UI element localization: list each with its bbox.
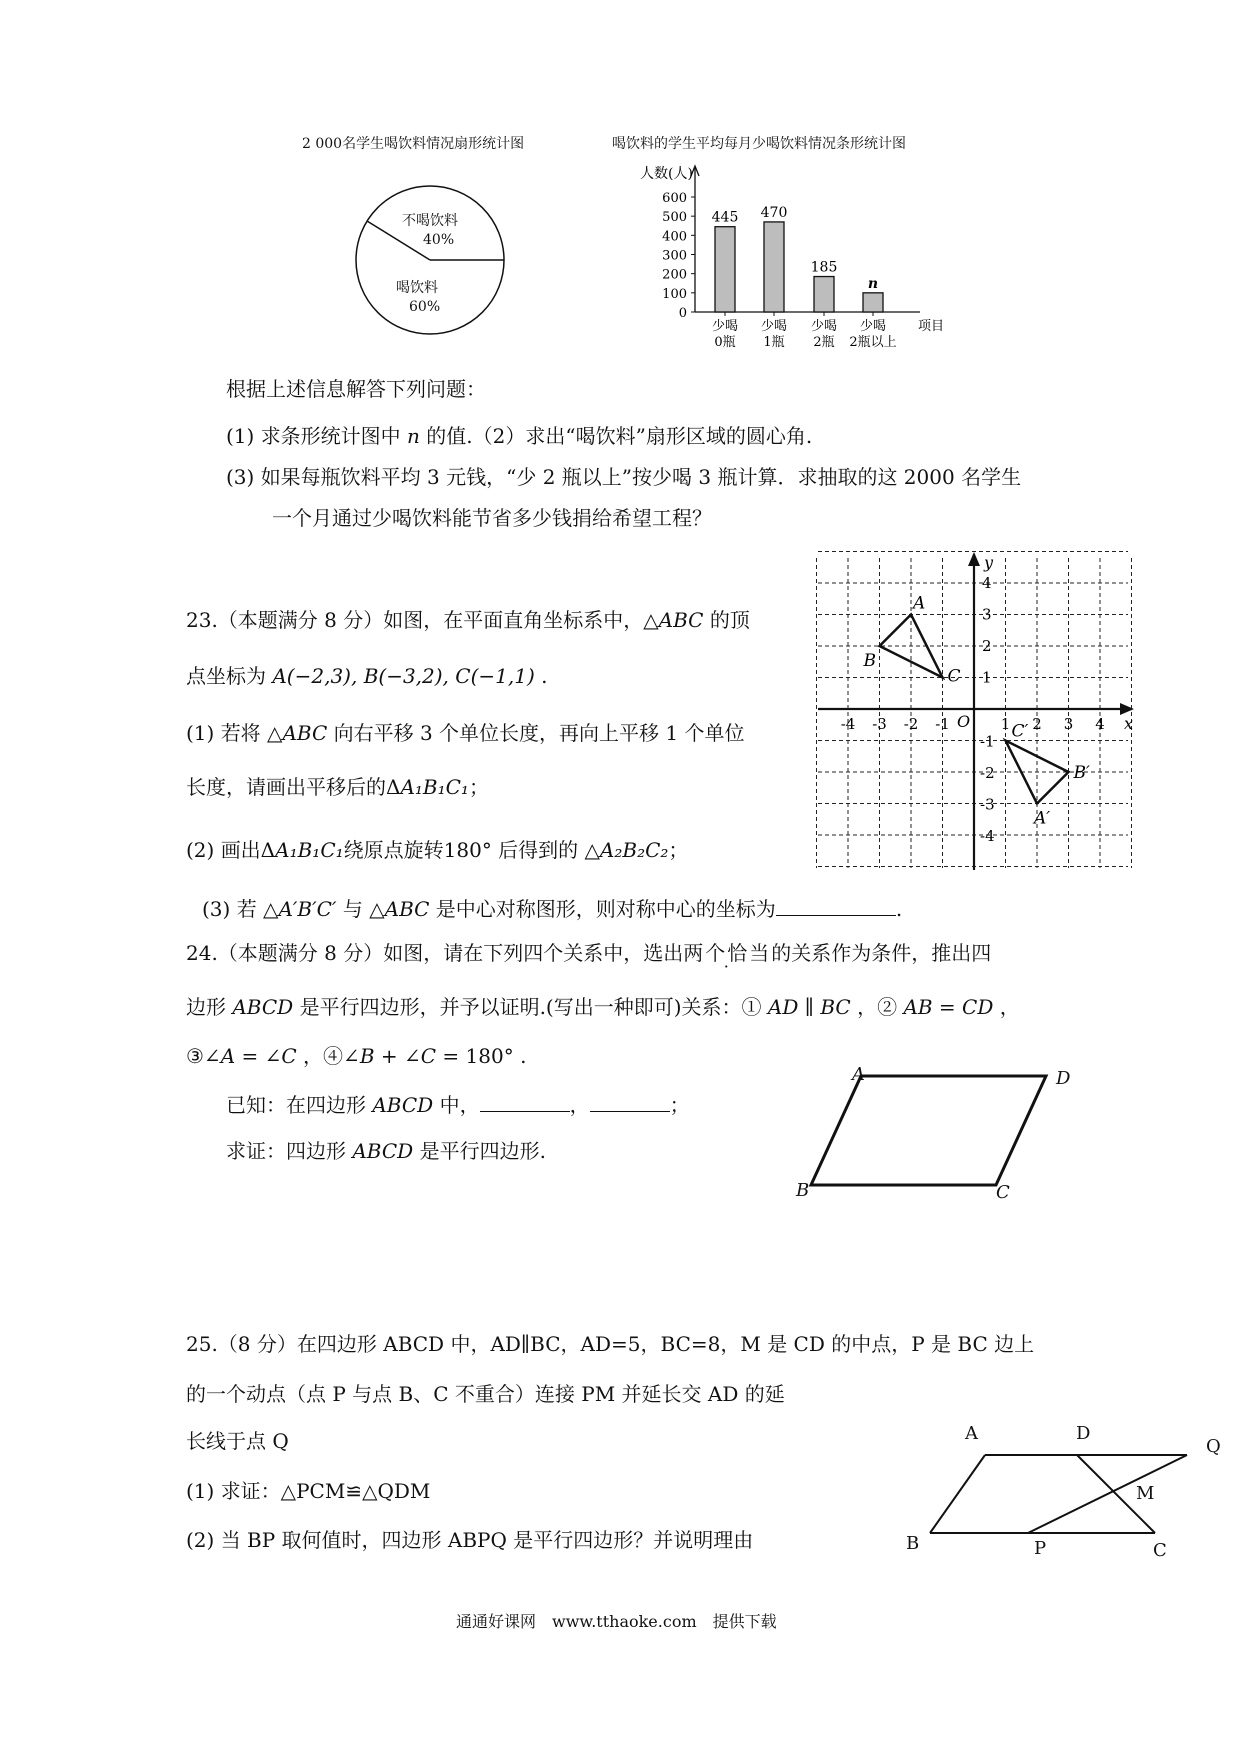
page-footer: 通通好课网 www.tthaoke.com 提供下载 (456, 1612, 777, 1631)
q25-label-b: B (906, 1533, 920, 1554)
x-tick-label: 4 (1095, 715, 1105, 733)
pie-label-drink: 喝饮料 (396, 280, 438, 296)
q25-label-q: Q (1206, 1436, 1221, 1457)
bar-category-label: 少喝 (711, 319, 739, 334)
q24-label-d: D (1056, 1068, 1071, 1089)
pie-chart-title: 2 000名学生喝饮料情况扇形统计图 (302, 136, 525, 152)
bar-y-tick-label: 400 (662, 229, 687, 245)
bar-y-tick-label: 100 (662, 286, 687, 302)
bar-chart-title: 喝饮料的学生平均每月少喝饮料情况条形统计图 (612, 136, 906, 152)
bar-value-label: 185 (810, 259, 838, 276)
x-axis-label: x (1124, 714, 1134, 733)
x-tick-label: -4 (840, 715, 856, 733)
q23-part2: (2) 画出ΔA₁B₁C₁绕原点旋转180° 后得到的 △A₂B₂C₂； (186, 838, 689, 862)
y-tick-label: -2 (980, 764, 995, 782)
bar-y-tick-label: 300 (662, 248, 687, 264)
x-tick-label: 2 (1032, 715, 1042, 733)
condition-blank-2[interactable] (590, 1093, 670, 1112)
bar-category-label: 2瓶 (813, 335, 835, 350)
bar-category-label: 2瓶以上 (849, 335, 897, 350)
q22-intro: 根据上述信息解答下列问题： (226, 377, 486, 401)
x-tick-label: -1 (935, 715, 950, 733)
coordinate-grid (810, 550, 1140, 880)
bar-category-label: 0瓶 (714, 335, 736, 350)
y-axis-label: y (984, 553, 994, 572)
x-tick-label: 3 (1063, 715, 1074, 733)
q25-line1: 25.（8 分）在四边形 ABCD 中，AD∥BC，AD=5，BC=8，M 是 CD 的中点，P 是 BC 边上 (186, 1332, 1035, 1356)
q25-label-m: M (1136, 1483, 1155, 1504)
bar-category-label: 1瓶 (763, 335, 785, 350)
bar (715, 227, 735, 312)
condition-blank-1[interactable] (480, 1093, 570, 1112)
bar-category-label: 少喝 (760, 319, 788, 334)
bar (814, 277, 834, 312)
x-tick-label: -2 (903, 715, 919, 733)
q25-line3: 长线于点 Q (186, 1429, 289, 1453)
y-axis-arrow (968, 552, 980, 566)
y-tick-label: 3 (982, 605, 992, 624)
q24-label-a: A (852, 1064, 865, 1085)
bar-x-label: 项目 (917, 319, 945, 334)
q23-part1-cont: 长度，请画出平移后的ΔA₁B₁C₁； (186, 775, 489, 799)
q25-line2: 的一个动点（点 P 与点 B、C 不重合）连接 PM 并延长交 AD 的延 (186, 1382, 785, 1406)
q24-label-b: B (796, 1180, 810, 1201)
q25-label-d: D (1076, 1423, 1091, 1444)
bar-value-label: 445 (711, 209, 739, 226)
bar-y-tick-label: 600 (662, 191, 687, 206)
bar (764, 222, 784, 312)
parallelogram-abcd (811, 1076, 1046, 1185)
x-tick-label: -3 (872, 715, 887, 733)
point-label-b-prime: B′ (1073, 763, 1090, 783)
q22-part1: (1) 求条形统计图中 n 的值.（2）求出“喝饮料”扇形区域的圆心角. (226, 424, 813, 448)
bar-value-label: n (867, 275, 879, 292)
bar-category-label: 少喝 (859, 319, 887, 334)
q25-part2: (2) 当 BP 取何值时，四边形 ABPQ 是平行四边形？并说明理由 (186, 1528, 754, 1552)
q25-figure (900, 1430, 1220, 1550)
point-label-a: A (913, 593, 926, 614)
answer-blank[interactable] (776, 897, 896, 916)
q24-label-c: C (996, 1182, 1010, 1203)
bar-value-label: 470 (760, 204, 788, 221)
y-tick-label: 4 (982, 574, 992, 592)
q25-label-c: C (1153, 1540, 1167, 1561)
bar-y-tick-label: 500 (662, 210, 687, 226)
pie-label-not-drink: 不喝饮料 (402, 213, 458, 229)
q24-prove: 求证：四边形 ABCD 是平行四边形. (226, 1139, 546, 1163)
q22-part3-cont: 一个月通过少喝饮料能节省多少钱捐给希望工程？ (272, 506, 712, 530)
y-tick-label: 2 (982, 637, 992, 655)
bar-y-tick-label: 200 (662, 267, 687, 283)
q24-known: 已知：在四边形 ABCD 中， ， ； (226, 1093, 690, 1117)
q25-label-p: P (1034, 1538, 1047, 1559)
q24-line2: 边形 ABCD 是平行四边形，并予以证明.(写出一种即可)关系：① AD ∥ BC ，② AB = CD ， (186, 995, 1020, 1019)
point-label-a-prime: A′ (1034, 808, 1051, 829)
q23-part3: (3) 若 △A′B′C′ 与 △ABC 是中心对称图形，则对称中心的坐标为 . (202, 897, 903, 921)
y-tick-label: -4 (980, 827, 995, 845)
y-tick-label: 1 (982, 668, 992, 687)
pie-label-not-drink-pct: 40% (423, 232, 455, 248)
y-tick-label: -1 (980, 732, 995, 751)
q25-part1: (1) 求证：△PCM≌△QDM (186, 1479, 431, 1503)
q23-line2: 点坐标为 A(−2,3), B(−3,2), C(−1,1) . (186, 664, 548, 688)
bar-chart (620, 160, 965, 360)
q24-parallelogram-figure (790, 1060, 1090, 1210)
pie-label-drink-pct: 60% (409, 299, 441, 315)
q22-part3: (3) 如果每瓶饮料平均 3 元钱，“少 2 瓶以上”按少喝 3 瓶计算．求抽取的这 2000 名学生 (226, 465, 1022, 489)
point-label-c: C (947, 666, 961, 687)
q24-line3: ③∠A = ∠C ，④∠B + ∠C = 180° . (186, 1044, 527, 1068)
bar (863, 293, 883, 312)
q23-line1: 23.（本题满分 8 分）如图，在平面直角坐标系中，△ABC 的顶 (186, 608, 750, 632)
point-label-b: B (863, 651, 876, 671)
x-tick-label: 1 (1000, 715, 1011, 733)
bar-y-label: 人数(人) (640, 166, 693, 182)
y-tick-label: -3 (980, 795, 995, 814)
bar-y-tick-label: 0 (678, 306, 687, 321)
q25-label-a: A (965, 1423, 978, 1444)
point-label-c-prime: C′ (1011, 721, 1029, 742)
q24-line1: 24.（本题满分 8 分）如图，请在下列四个关系中，选出两个恰当的关系作为条件，推出四 (186, 941, 992, 965)
bar-category-label: 少喝 (810, 319, 838, 334)
q23-part1: (1) 若将 △ABC 向右平移 3 个单位长度，再向上平移 1 个单位 (186, 721, 745, 745)
origin-label: O (957, 712, 971, 731)
